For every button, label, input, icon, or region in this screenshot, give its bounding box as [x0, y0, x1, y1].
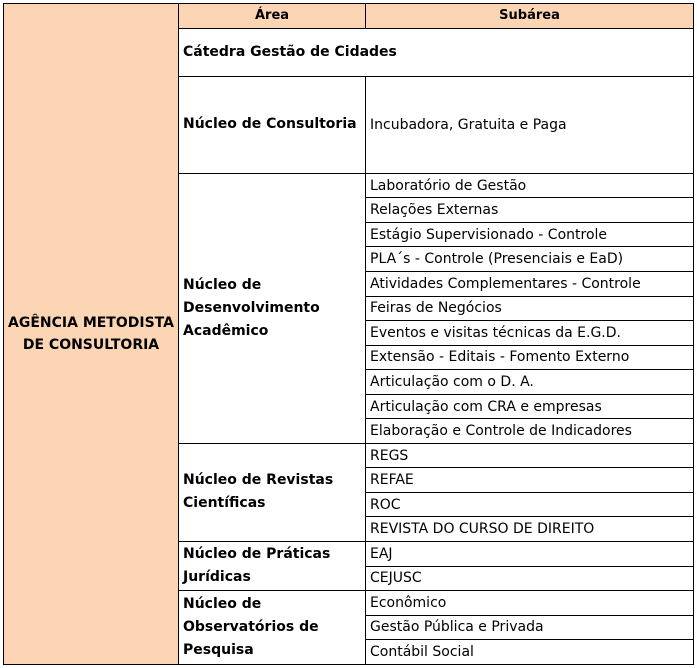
area-observatorios: Núcleo de Observatórios de Pesquisa [179, 591, 366, 665]
header-row [4, 4, 694, 29]
subarea-cell: Incubadora, Gratuita e Paga [366, 76, 694, 173]
subarea-cell: REGS [366, 443, 694, 468]
subarea-cell: Laboratório de Gestão [366, 173, 694, 198]
agency-name: AGÊNCIA METODISTA DE CONSULTORIA [4, 4, 179, 665]
subarea-cell: CEJUSC [366, 566, 694, 591]
organization-table [3, 3, 694, 665]
subarea-cell: Atividades Complementares - Controle [366, 272, 694, 297]
subarea-header: Subárea [366, 4, 694, 29]
catedra-cell: Cátedra Gestão de Cidades [179, 28, 694, 76]
subarea-cell: Econômico [366, 591, 694, 616]
area-revistas: Núcleo de Revistas Científicas [179, 443, 366, 541]
subarea-cell: Feiras de Negócios [366, 296, 694, 321]
subarea-cell: PLA´s - Controle (Presenciais e EaD) [366, 247, 694, 272]
subarea-cell: EAJ [366, 542, 694, 567]
area-header: Área [179, 4, 366, 29]
subarea-cell: Elaboração e Controle de Indicadores [366, 419, 694, 444]
subarea-cell: REVISTA DO CURSO DE DIREITO [366, 517, 694, 542]
subarea-cell: Articulação com o D. A. [366, 370, 694, 395]
subarea-cell: Estágio Supervisionado - Controle [366, 222, 694, 247]
subarea-cell: Articulação com CRA e empresas [366, 394, 694, 419]
subarea-cell: Contábil Social [366, 640, 694, 665]
subarea-cell: ROC [366, 492, 694, 517]
area-praticas: Núcleo de Práticas Jurídicas [179, 542, 366, 591]
area-consultoria: Núcleo de Consultoria [179, 76, 366, 173]
subarea-cell: Relações Externas [366, 198, 694, 223]
subarea-cell: Extensão - Editais - Fomento Externo [366, 345, 694, 370]
subarea-cell: Gestão Pública e Privada [366, 615, 694, 640]
subarea-cell: REFAE [366, 468, 694, 493]
subarea-cell: Eventos e visitas técnicas da E.G.D. [366, 321, 694, 346]
area-desenvolvimento: Núcleo de Desenvolvimento Acadêmico [179, 173, 366, 443]
